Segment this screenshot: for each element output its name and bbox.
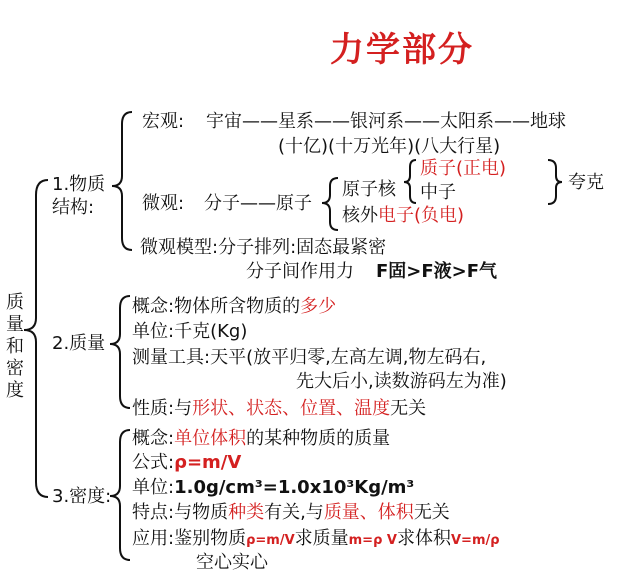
- force-order: F固>F液>F气: [376, 261, 498, 282]
- mass-tool-1: 测量工具:天平(放平归零,左高左调,物左码右,: [132, 347, 487, 368]
- proton-text: 质子: [420, 158, 456, 179]
- density-application-2: 空心实心: [196, 552, 268, 573]
- density-unit-value: 1.0g/cm³=1.0x10³Kg/m³: [174, 477, 415, 498]
- macro-chain: 宇宙——星系——银河系——太阳系——地球: [206, 111, 566, 132]
- density-app-volume: V=m/ρ: [450, 533, 500, 548]
- density-app-a: 应用:鉴别物质: [132, 528, 247, 549]
- density-formula-value: ρ=m/V: [174, 452, 242, 473]
- nucleus-brace: [404, 160, 416, 203]
- mass-concept-key: 多少: [300, 296, 337, 317]
- density-unit-prefix: 单位:: [132, 477, 175, 498]
- density-feature-key-1: 种类: [228, 502, 265, 523]
- outer-label: [342, 205, 464, 227]
- micro-chain: 分子——原子: [204, 193, 312, 214]
- root-brace: [24, 180, 48, 497]
- mass-unit: 单位:千克(Kg): [132, 321, 248, 342]
- atom-brace: [322, 178, 338, 230]
- density-app-rho: ρ=m/V: [246, 533, 295, 548]
- density-feature-e: 无关: [413, 502, 450, 523]
- mass-prop-prefix: 性质:与: [132, 398, 193, 419]
- model-line-1: 微观模型:分子排列:固态最紧密: [140, 237, 387, 258]
- density-label: 3.密度:: [52, 486, 112, 507]
- density-formula: [132, 452, 241, 474]
- model-force: 分子间作用力: [246, 261, 354, 282]
- density-brace: [110, 430, 130, 560]
- macro-notes: (十亿)(十万光年)(八大行星): [278, 136, 501, 157]
- outer-prefix: 核外: [342, 205, 378, 226]
- root-label: 质量和密度: [6, 292, 24, 401]
- density-app-c: 求质量: [294, 528, 349, 549]
- density-formula-prefix: 公式:: [132, 452, 175, 473]
- density-feature-a: 特点:与物质: [132, 502, 229, 523]
- mass-label: 2.质量: [52, 333, 106, 354]
- density-application: [132, 528, 500, 552]
- mass-property: [132, 398, 426, 420]
- structure-label-2: 结构:: [52, 197, 95, 218]
- quark-brace: [548, 160, 562, 204]
- quark-label: 夸克: [568, 172, 604, 193]
- density-concept: [132, 428, 390, 450]
- density-feature-c: 有关,与: [264, 502, 324, 523]
- proton-label: [420, 158, 506, 180]
- density-feature-key-2: 质量、体积: [323, 502, 414, 523]
- density-unit: [132, 477, 414, 499]
- mass-tool-2: 先大后小,读数游码左为准): [296, 371, 507, 392]
- mass-prop-keys: 形状、状态、位置、温度: [192, 398, 391, 419]
- structure-label-1: 1.物质: [52, 174, 106, 195]
- density-concept-suffix: 的某种物质的质量: [246, 428, 391, 449]
- structure-brace: [112, 112, 132, 250]
- macro-prefix: 宏观:: [142, 111, 185, 132]
- mass-brace: [110, 296, 130, 408]
- density-concept-key: 单位体积: [174, 428, 247, 449]
- density-concept-prefix: 概念:: [132, 428, 175, 449]
- density-app-e: 求体积: [396, 528, 451, 549]
- nucleus-label: 原子核: [342, 179, 396, 200]
- electron-text: 电子(负电): [378, 205, 465, 226]
- density-app-mass: m=ρ V: [348, 533, 397, 548]
- mass-prop-suffix: 无关: [390, 398, 427, 419]
- neutron-label: 中子: [420, 182, 456, 203]
- micro-prefix: 微观:: [142, 193, 185, 214]
- mass-concept-text: 概念:物体所含物质的: [132, 296, 301, 317]
- model-line-2: [246, 261, 497, 283]
- density-feature: [132, 502, 450, 524]
- mass-concept: [132, 296, 336, 318]
- page-title: 力学部分: [330, 30, 474, 70]
- proton-charge: (正电): [456, 158, 507, 179]
